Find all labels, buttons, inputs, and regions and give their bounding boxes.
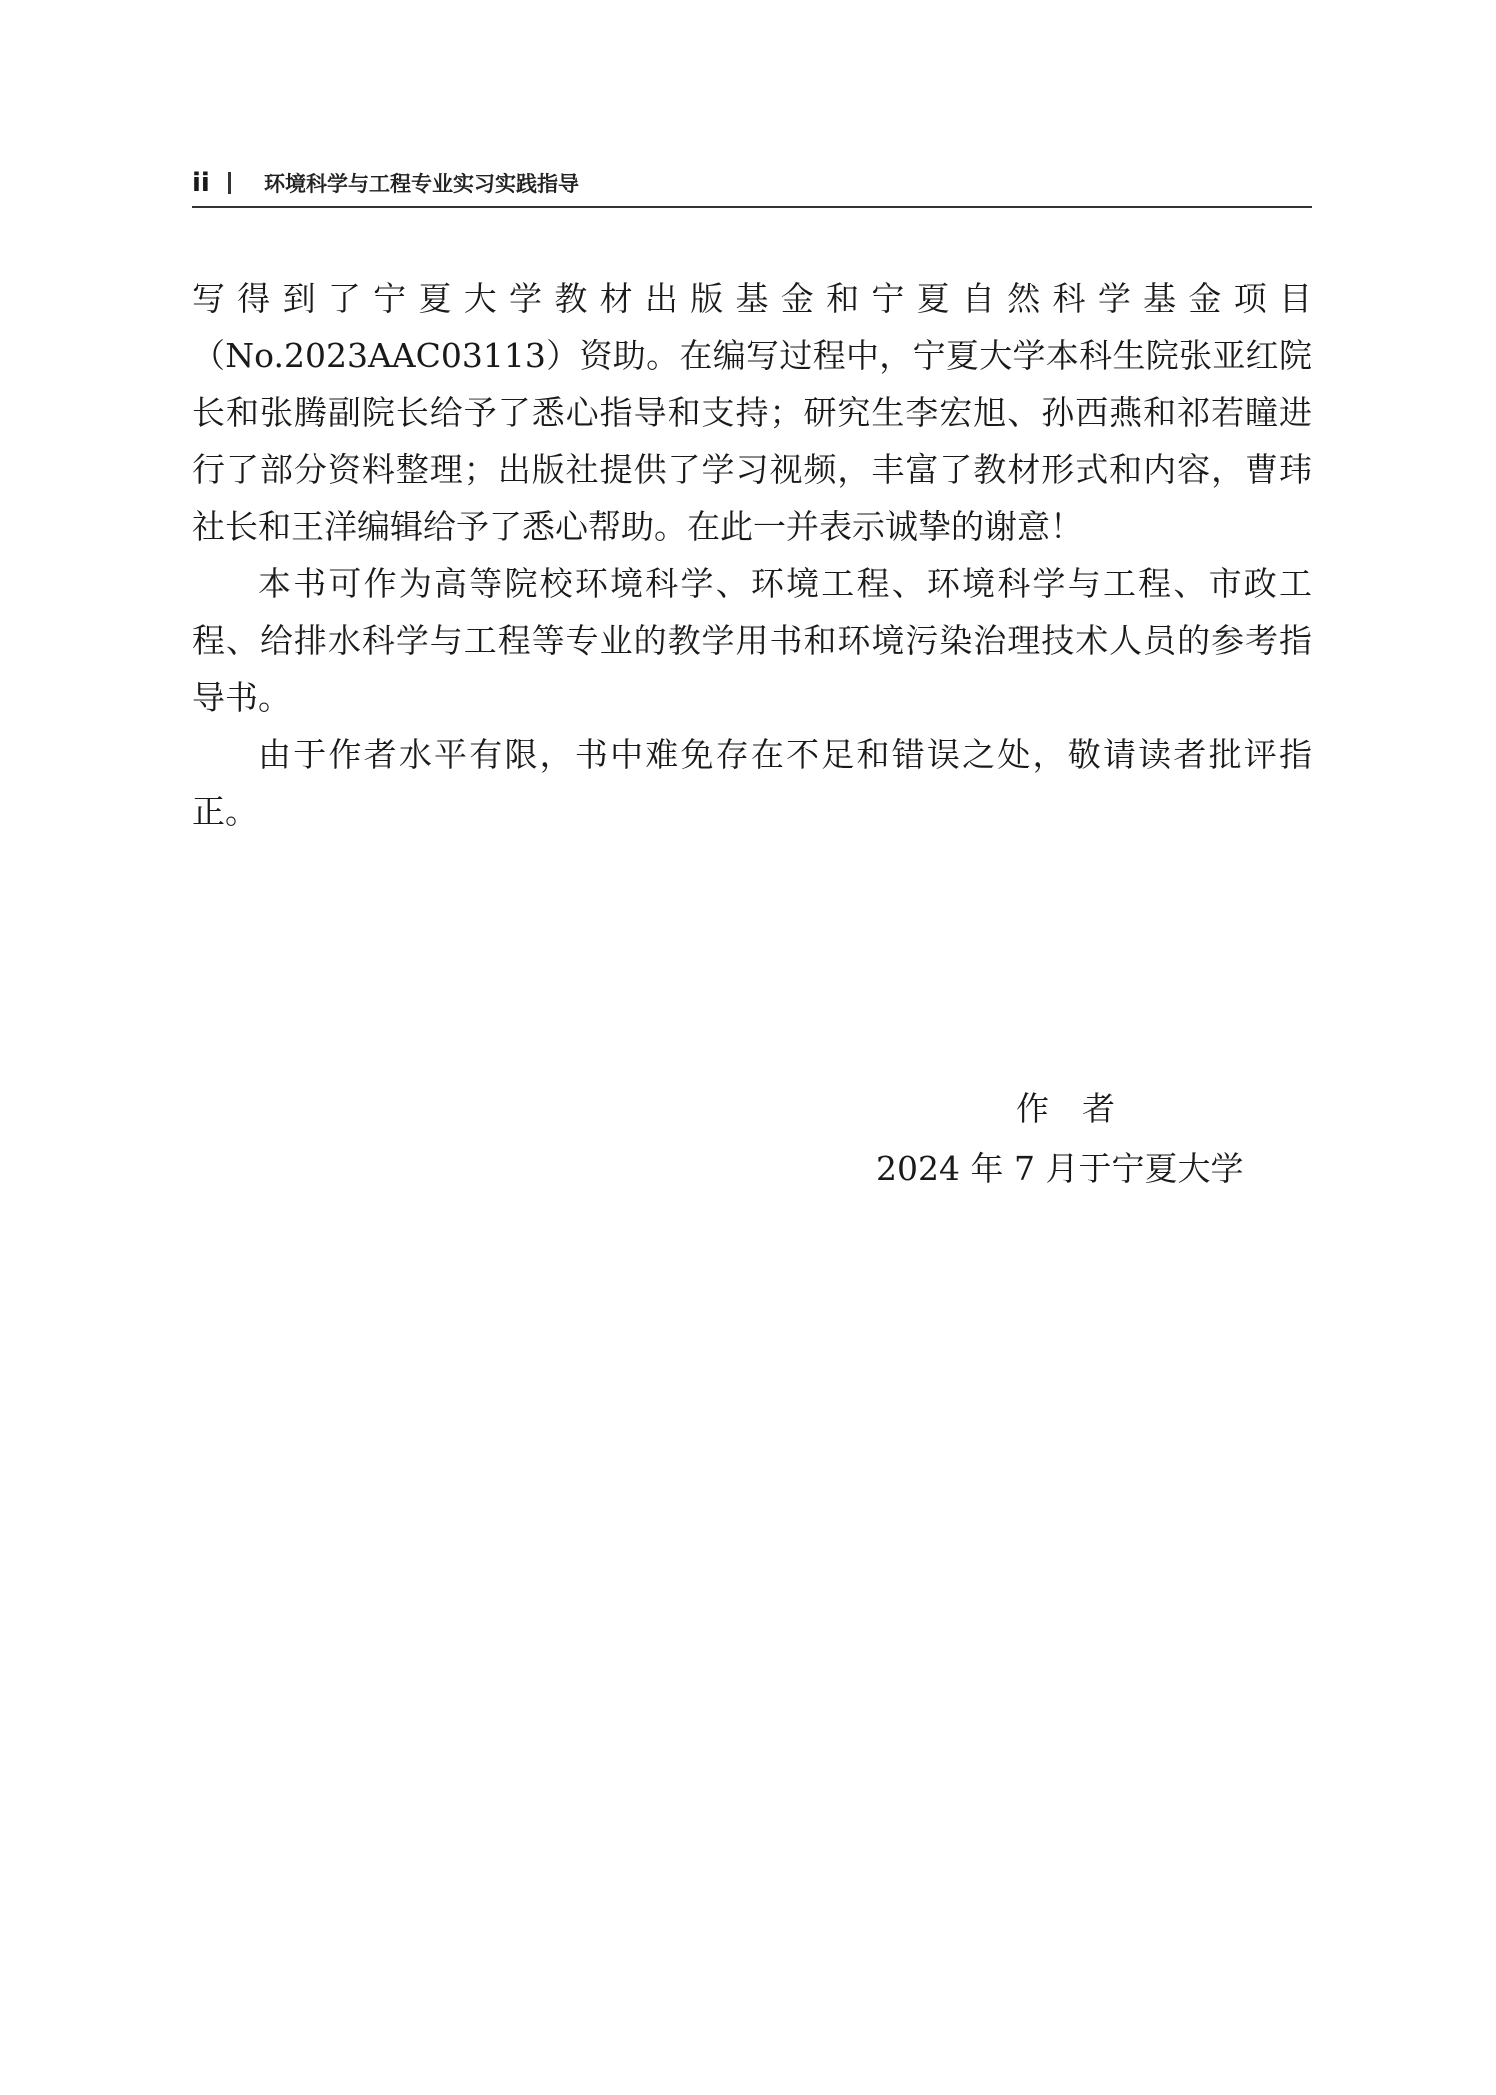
paragraph-continued: 写得到了宁夏大学教材出版基金和宁夏自然科学基金项目（No.2023AAC03113）资助。在编写过程中，宁夏大学本科生院张亚红院长和张腾副院长给予了悉心指导和支持；研究生李宏旭、孙西燕和祁若瞳进行了部分资料整理；出版社提供了学习视频，丰富了教材形式和内容，曹玮社长和王洋编辑给予了悉心帮助。在此一并表示诚挚的谢意！ — [192, 279, 1312, 546]
running-header — [192, 166, 1312, 208]
preface-body — [192, 270, 1312, 840]
book-title: 环境科学与工程专业实习实践指导 — [264, 172, 579, 196]
signature-date: 2024 年 7 月于宁夏大学 — [876, 1149, 1244, 1188]
page-number: ii — [192, 168, 210, 198]
paragraph-usage: 本书可作为高等院校环境科学、环境工程、环境科学与工程、市政工程、给排水科学与工程等专业的教学用书和环境污染治理技术人员的参考指导书。 — [192, 564, 1312, 717]
signature-author: 作 者 — [1016, 1089, 1115, 1128]
paragraph-disclaimer: 由于作者水平有限，书中难免存在不足和错误之处，敬请读者批评指正。 — [192, 735, 1312, 831]
header-divider — [228, 172, 231, 194]
